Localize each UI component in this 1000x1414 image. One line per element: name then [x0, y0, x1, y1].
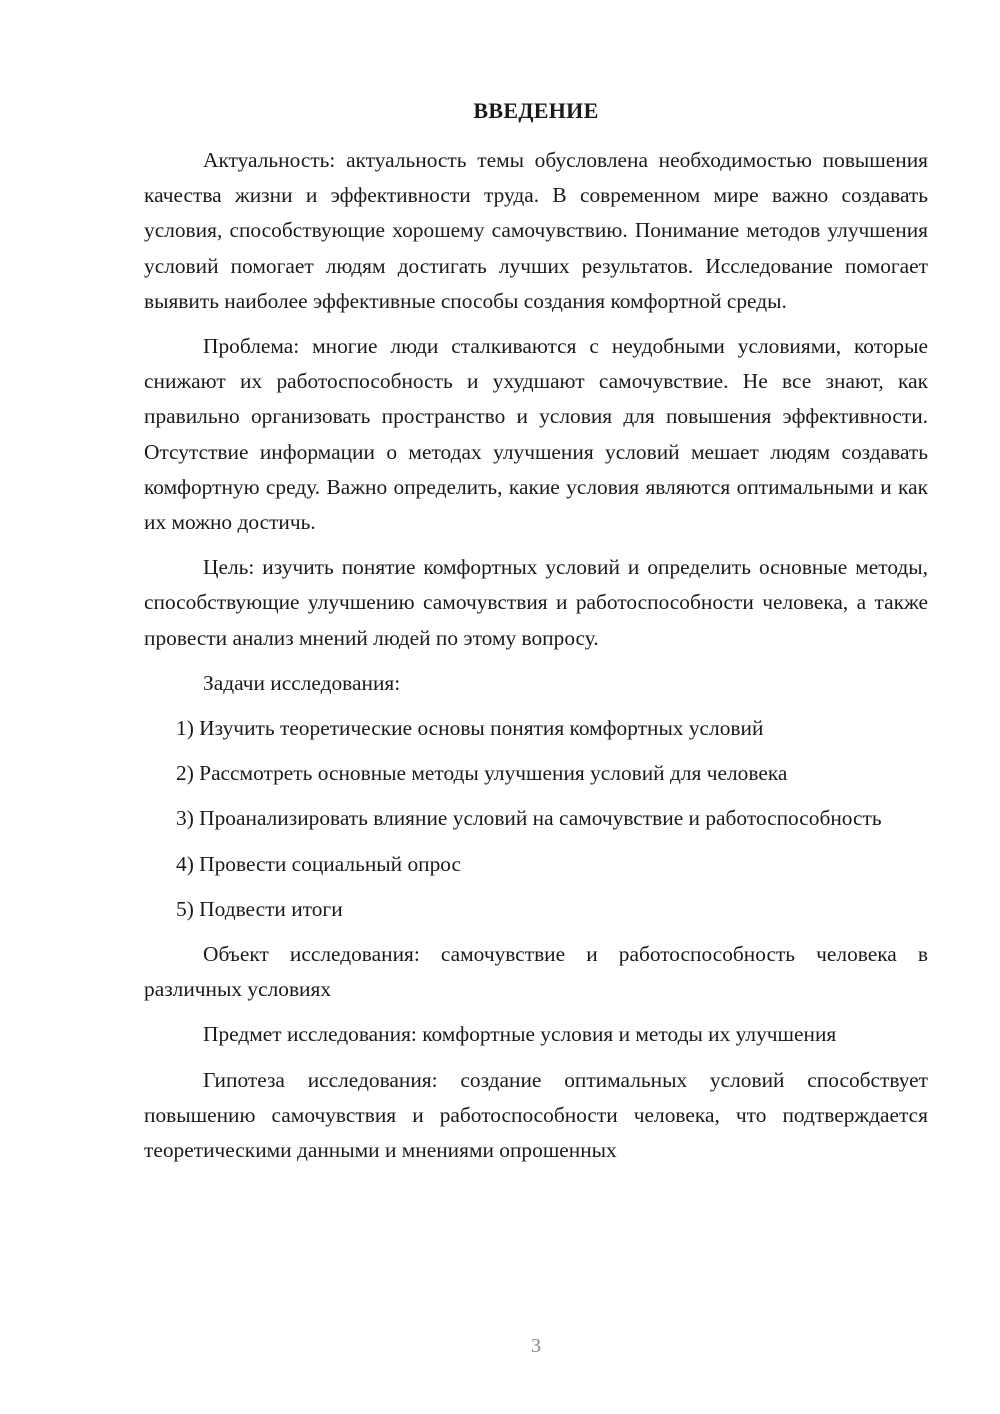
- section-heading: ВВЕДЕНИЕ: [473, 98, 599, 123]
- paragraph-object: Объект исследования: самочувствие и работоспособность человека в различных условиях: [144, 942, 928, 1002]
- task-item-1: 1) Изучить теоретические основы понятия комфортных условий: [176, 716, 764, 741]
- task-item-5: 5) Подвести итоги: [176, 896, 343, 921]
- paragraph-hypothesis: Гипотеза исследования: создание оптимальных условий способствует повышению самочувствия и работоспособности человека, что подтверждается теоретическими данными и мнениями опрошенных: [144, 1067, 928, 1163]
- task-item-3: 3) Проанализировать влияние условий на самочувствие и работоспособность: [176, 806, 882, 831]
- paragraph-subject: Предмет исследования: комфортные условия и методы их улучшения: [203, 1022, 837, 1047]
- task-item-2: 2) Рассмотреть основные методы улучшения условий для человека: [176, 761, 788, 786]
- document-body: [144, 143, 928, 1178]
- task-item-4: 4) Провести социальный опрос: [176, 851, 462, 876]
- document-page: [144, 0, 928, 1414]
- page-number: 3: [531, 1335, 541, 1357]
- paragraph-relevance: Актуальность: актуальность темы обусловлена необходимостью повышения качества жизни и эффективности труда. В современном мире важно создавать условия, способствующие хорошему самочувствию. Понимание методов улучшения условий помогает людям достигать лучших результатов. Исследование помогает выявить наиболее эффективные способы создания комфортной среды.: [144, 148, 928, 313]
- tasks-heading: Задачи исследования:: [203, 670, 401, 695]
- paragraph-problem: Проблема: многие люди сталкиваются с неудобными условиями, которые снижают их работоспособность и ухудшают самочувствие. Не все знают, как правильно организовать пространство и условия для повышения эффективности. Отсутствие информации о методах улучшения условий мешает людям создавать комфортную среду. Важно определить, какие условия являются оптимальными и как их можно достичь.: [144, 334, 928, 535]
- paragraph-goal: Цель: изучить понятие комфортных условий и определить основные методы, способствующие улучшению самочувствия и работоспособности человека, а также провести анализ мнений людей по этому вопросу.: [144, 555, 928, 650]
